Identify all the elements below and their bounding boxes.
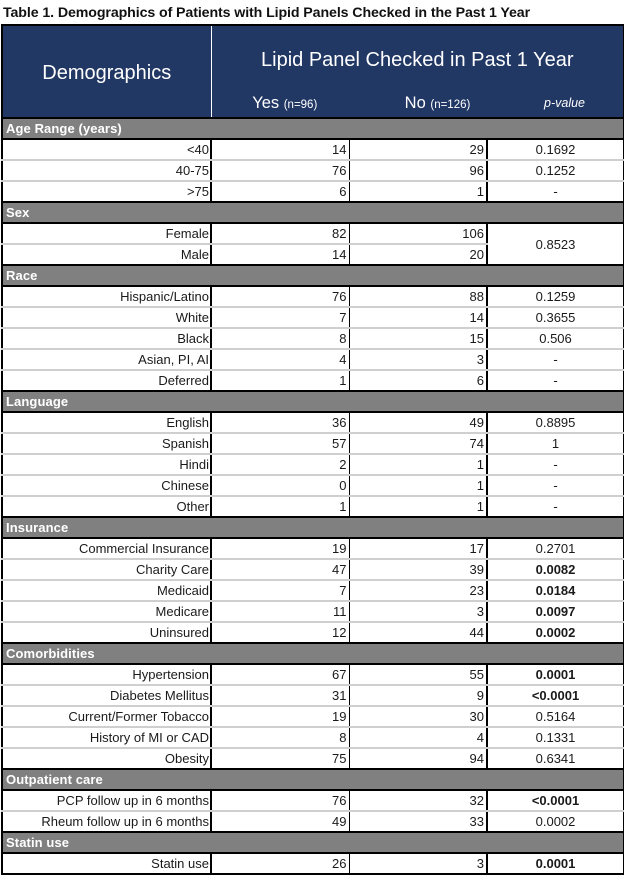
yes-count: 0 xyxy=(211,475,349,496)
table-row xyxy=(2,286,624,307)
section-header-row xyxy=(2,118,624,139)
row-label: Spanish xyxy=(2,433,211,454)
no-count: 39 xyxy=(349,559,487,580)
yes-count: 19 xyxy=(211,538,349,559)
section-header-row xyxy=(2,769,624,790)
row-label: Deferred xyxy=(2,370,211,391)
p-value: 0.0184 xyxy=(487,580,624,601)
no-count: 4 xyxy=(349,727,487,748)
row-label: Hindi xyxy=(2,454,211,475)
no-count: 106 xyxy=(349,223,487,244)
row-label: Hispanic/Latino xyxy=(2,286,211,307)
group-header: Lipid Panel Checked in Past 1 Year xyxy=(211,25,624,89)
table-row xyxy=(2,433,624,454)
table-row xyxy=(2,685,624,706)
row-label: Current/Former Tobacco xyxy=(2,706,211,727)
no-count: 23 xyxy=(349,580,487,601)
yes-count: 26 xyxy=(211,853,349,874)
table-row xyxy=(2,328,624,349)
no-column-header: No (n=126) xyxy=(349,89,487,118)
table-row xyxy=(2,160,624,181)
p-value: 0.506 xyxy=(487,328,624,349)
no-count: 30 xyxy=(349,706,487,727)
p-value: 0.0001 xyxy=(487,853,624,874)
row-label: Diabetes Mellitus xyxy=(2,685,211,706)
no-count: 88 xyxy=(349,286,487,307)
no-count: 3 xyxy=(349,853,487,874)
section-header-row xyxy=(2,265,624,286)
p-value: <0.0001 xyxy=(487,685,624,706)
table-row xyxy=(2,349,624,370)
yes-count: 12 xyxy=(211,622,349,643)
row-label: Medicare xyxy=(2,601,211,622)
section-header-row xyxy=(2,202,624,223)
no-count: 32 xyxy=(349,790,487,811)
row-label: Other xyxy=(2,496,211,517)
no-count: 6 xyxy=(349,370,487,391)
table-row xyxy=(2,664,624,685)
yes-count: 14 xyxy=(211,139,349,160)
table-row xyxy=(2,559,624,580)
yes-count: 67 xyxy=(211,664,349,685)
yes-count: 4 xyxy=(211,349,349,370)
table-row xyxy=(2,181,624,202)
no-count: 1 xyxy=(349,496,487,517)
p-value: - xyxy=(487,181,624,202)
p-value: 0.0002 xyxy=(487,811,624,832)
section-label: Age Range (years) xyxy=(2,118,624,139)
row-label: Chinese xyxy=(2,475,211,496)
p-value: 0.2701 xyxy=(487,538,624,559)
section-label: Insurance xyxy=(2,517,624,538)
p-value: 0.6341 xyxy=(487,748,624,769)
section-label: Language xyxy=(2,391,624,412)
no-count: 44 xyxy=(349,622,487,643)
table-row xyxy=(2,475,624,496)
row-label: >75 xyxy=(2,181,211,202)
p-value: - xyxy=(487,475,624,496)
row-label: Asian, PI, AI xyxy=(2,349,211,370)
no-count: 3 xyxy=(349,349,487,370)
no-count: 29 xyxy=(349,139,487,160)
no-count: 74 xyxy=(349,433,487,454)
p-value: 0.1331 xyxy=(487,727,624,748)
yes-count: 8 xyxy=(211,328,349,349)
row-label: PCP follow up in 6 months xyxy=(2,790,211,811)
yes-count: 76 xyxy=(211,286,349,307)
section-label: Sex xyxy=(2,202,624,223)
yes-count: 31 xyxy=(211,685,349,706)
yes-count: 19 xyxy=(211,706,349,727)
row-label: Commercial Insurance xyxy=(2,538,211,559)
row-label: White xyxy=(2,307,211,328)
yes-count: 2 xyxy=(211,454,349,475)
table-row xyxy=(2,496,624,517)
p-value: 0.0097 xyxy=(487,601,624,622)
demographics-header: Demographics xyxy=(2,25,211,118)
yes-count: 57 xyxy=(211,433,349,454)
p-value-column-header: p-value xyxy=(487,89,624,118)
p-value: 0.0082 xyxy=(487,559,624,580)
header-row xyxy=(2,25,624,89)
table-title: Table 1. Demographics of Patients with Lipid Panels Checked in the Past 1 Year xyxy=(3,5,531,21)
p-value: - xyxy=(487,370,624,391)
yes-column-header: Yes (n=96) xyxy=(211,89,349,118)
table-row xyxy=(2,601,624,622)
row-label: Hypertension xyxy=(2,664,211,685)
yes-count: 1 xyxy=(211,370,349,391)
table-row xyxy=(2,748,624,769)
table-row xyxy=(2,538,624,559)
no-count: 94 xyxy=(349,748,487,769)
p-value: 0.3655 xyxy=(487,307,624,328)
p-value: 0.1692 xyxy=(487,139,624,160)
demographics-table xyxy=(1,24,624,875)
table-row xyxy=(2,307,624,328)
yes-count: 11 xyxy=(211,601,349,622)
p-value: 0.5164 xyxy=(487,706,624,727)
row-label: English xyxy=(2,412,211,433)
yes-count: 14 xyxy=(211,244,349,265)
table-row xyxy=(2,853,624,874)
p-value: 0.8895 xyxy=(487,412,624,433)
no-count: 33 xyxy=(349,811,487,832)
no-count: 20 xyxy=(349,244,487,265)
yes-count: 36 xyxy=(211,412,349,433)
row-label: Statin use xyxy=(2,853,211,874)
table-row xyxy=(2,139,624,160)
p-value: - xyxy=(487,349,624,370)
p-value: - xyxy=(487,454,624,475)
p-value: 0.8523 xyxy=(487,223,624,265)
p-value: 0.0002 xyxy=(487,622,624,643)
table-row xyxy=(2,622,624,643)
row-label: 40-75 xyxy=(2,160,211,181)
p-value: 1 xyxy=(487,433,624,454)
row-label: Female xyxy=(2,223,211,244)
yes-count: 7 xyxy=(211,307,349,328)
section-header-row xyxy=(2,391,624,412)
no-count: 1 xyxy=(349,181,487,202)
no-count: 96 xyxy=(349,160,487,181)
row-label: Charity Care xyxy=(2,559,211,580)
p-value: 0.0001 xyxy=(487,664,624,685)
section-header-row xyxy=(2,643,624,664)
table-row xyxy=(2,412,624,433)
no-count: 9 xyxy=(349,685,487,706)
table-row xyxy=(2,706,624,727)
p-value: 0.1259 xyxy=(487,286,624,307)
yes-count: 75 xyxy=(211,748,349,769)
row-label: Black xyxy=(2,328,211,349)
yes-count: 47 xyxy=(211,559,349,580)
row-label: Uninsured xyxy=(2,622,211,643)
no-count: 17 xyxy=(349,538,487,559)
yes-count: 76 xyxy=(211,160,349,181)
no-count: 3 xyxy=(349,601,487,622)
table-row xyxy=(2,790,624,811)
row-label: Obesity xyxy=(2,748,211,769)
no-count: 1 xyxy=(349,454,487,475)
section-label: Comorbidities xyxy=(2,643,624,664)
section-label: Statin use xyxy=(2,832,624,853)
table-row xyxy=(2,454,624,475)
no-count: 1 xyxy=(349,475,487,496)
yes-count: 6 xyxy=(211,181,349,202)
no-count: 55 xyxy=(349,664,487,685)
yes-count: 76 xyxy=(211,790,349,811)
table-row xyxy=(2,811,624,832)
row-label: <40 xyxy=(2,139,211,160)
no-count: 49 xyxy=(349,412,487,433)
row-label: Male xyxy=(2,244,211,265)
p-value: 0.1252 xyxy=(487,160,624,181)
table-row xyxy=(2,370,624,391)
section-label: Race xyxy=(2,265,624,286)
no-count: 15 xyxy=(349,328,487,349)
yes-count: 82 xyxy=(211,223,349,244)
table-row xyxy=(2,580,624,601)
table-row xyxy=(2,223,624,244)
section-header-row xyxy=(2,517,624,538)
table-row xyxy=(2,727,624,748)
p-value: <0.0001 xyxy=(487,790,624,811)
section-label: Outpatient care xyxy=(2,769,624,790)
section-header-row xyxy=(2,832,624,853)
yes-count: 49 xyxy=(211,811,349,832)
yes-count: 1 xyxy=(211,496,349,517)
yes-count: 7 xyxy=(211,580,349,601)
row-label: History of MI or CAD xyxy=(2,727,211,748)
yes-count: 8 xyxy=(211,727,349,748)
p-value: - xyxy=(487,496,624,517)
no-count: 14 xyxy=(349,307,487,328)
row-label: Medicaid xyxy=(2,580,211,601)
row-label: Rheum follow up in 6 months xyxy=(2,811,211,832)
